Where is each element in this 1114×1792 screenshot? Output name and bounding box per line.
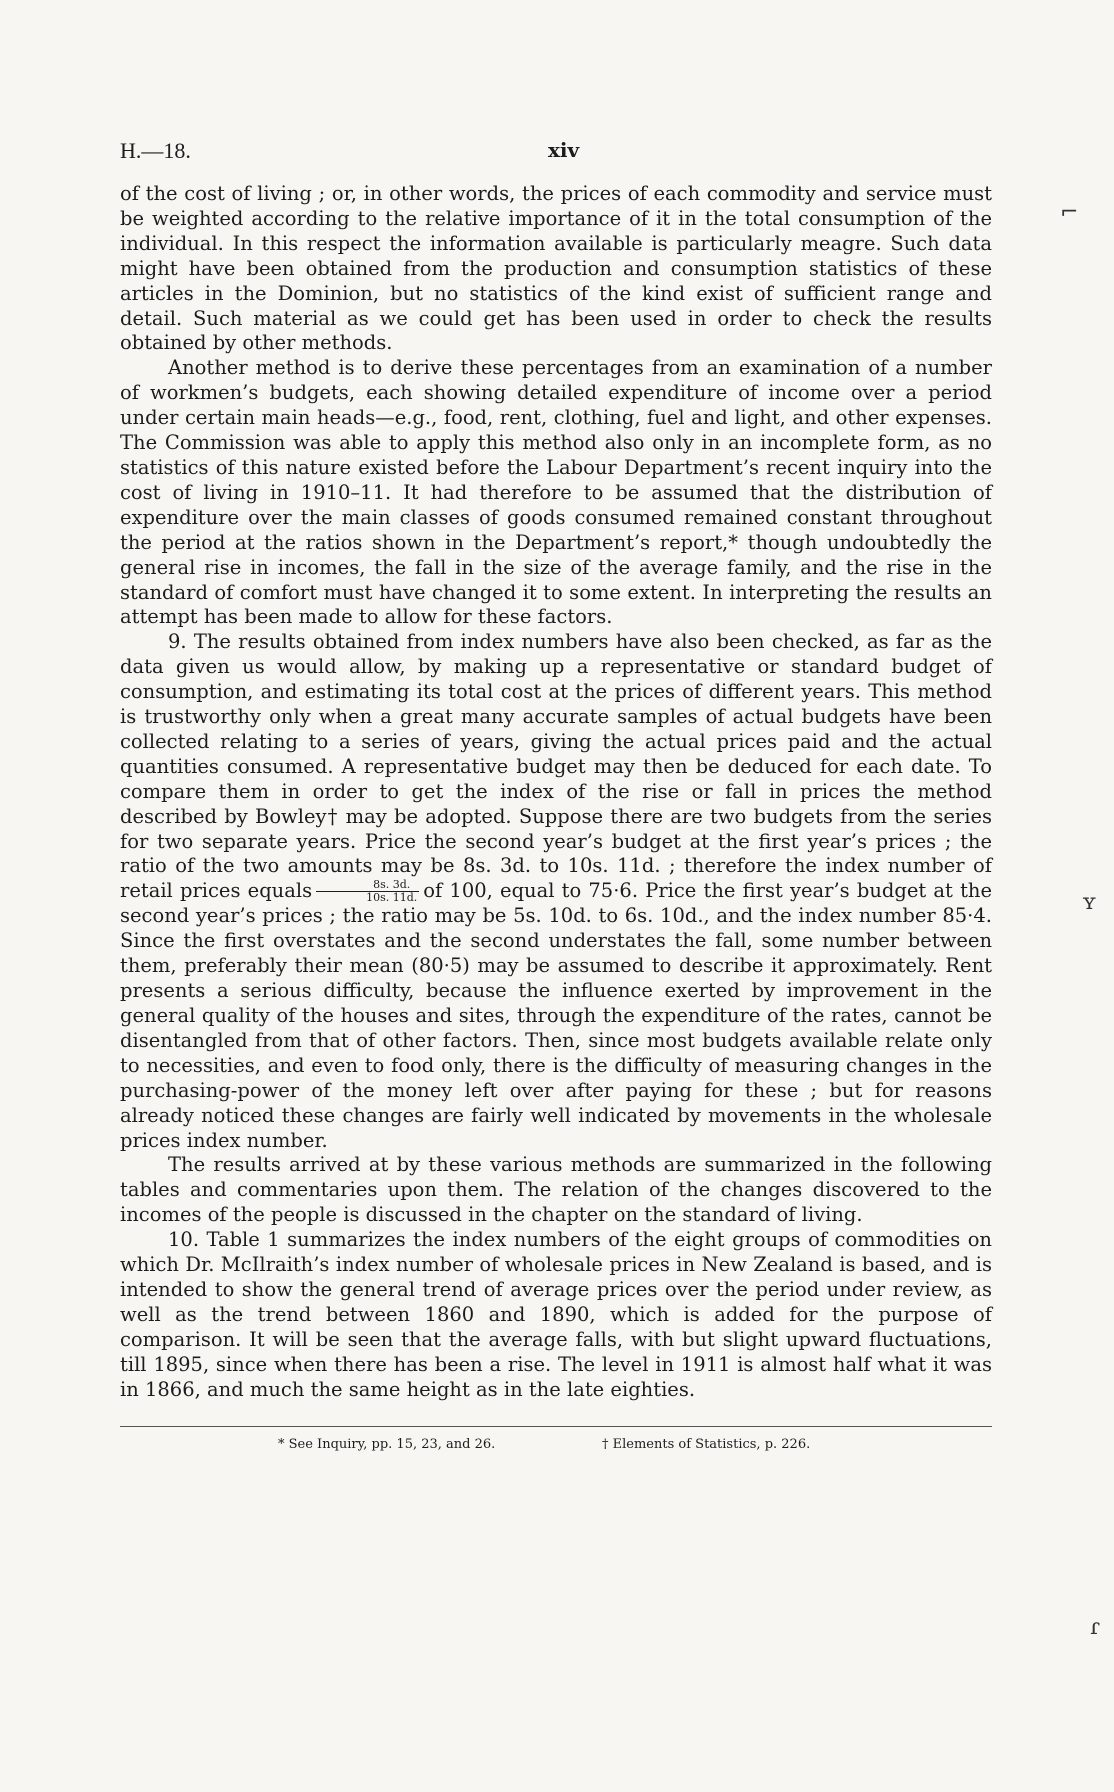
footnotes: [120, 1437, 992, 1457]
page-header: [120, 138, 992, 168]
footnote-1: * See Inquiry, pp. 15, 23, and 26.: [278, 1437, 496, 1452]
footnote-2: † Elements of Statistics, p. 226.: [602, 1437, 811, 1452]
paragraph-5: 10. Table 1 summarizes the index numbers of the eight groups of commodities on which Dr. McIlraith’s index number of wholesale prices in New Zealand is based, and is intended to show the general trend of average prices over the period under review, as well as the trend between 1860 and 1890, which is added for the purpose of comparison. It will be seen that the average falls, with but slight upward fluctuations, till 1895, since when there has been a rise. The level in 1911 is almost half what it was in 1866, and much the same height as in the late eighties.: [120, 1228, 992, 1401]
fraction-denominator: 10s. 11d.: [366, 891, 418, 905]
margin-mark-icon: ʏ: [1082, 890, 1097, 915]
page-number: xiv: [548, 138, 580, 162]
footnote-divider: [120, 1426, 992, 1427]
fraction: [316, 879, 419, 904]
paragraph-3: [120, 630, 992, 1153]
paragraph-4: The results arrived at by these various methods are summarized in the following tables and commentaries upon them. The relation of the changes discovered to the incomes of the people is discussed in the chapter on the standard of living.: [120, 1153, 992, 1227]
document-reference: H.—18.: [120, 138, 191, 163]
margin-mark-icon: ⌐: [1060, 200, 1079, 225]
fraction-numerator: 8s. 3d.: [316, 879, 419, 892]
margin-mark-icon: ɾ: [1090, 1615, 1100, 1640]
paragraph-1: of the cost of living ; or, in other words, the prices of each commodity and service must be weighted according to the relative importance of it in the total consumption of the individual. In this respect the information available is particularly meagre. Such data might have been obtained from the production and consumption statistics of these articles in the Dominion, but no statistics of the kind exist of sufficient range and detail. Such material as we could get has been used in order to check the results obtained by other methods.: [120, 182, 992, 355]
paragraph-3-continuation: of 100, equal to 75·6. Price the first year’s budget at the second year’s prices ; the ratio may be 5s. 10d. to 6s. 10d., and the index number 85·4. Since the first overstates and the second understates the fall, some number between them, preferably their mean (80·5) may be assumed to describe it approximately. Rent presents a serious difficulty, because the influence exerted by improvement in the general quality of the houses and sites, through the expenditure of the rates, cannot be disentangled from that of other factors. Then, since most budgets available relate only to necessities, and even to food only, there is the difficulty of measuring changes in the purchasing-power of the money left over after paying for these ; but for reasons already noticed these changes are fairly well indicated by movements in the wholesale prices index number.: [120, 879, 993, 1152]
body-text: [120, 182, 992, 1403]
paragraph-2: Another method is to derive these percentages from an examination of a number of workmen’s budgets, each showing detailed expenditure of income over a period under certain main heads—e.g., food, rent, clothing, fuel and light, and other expenses. The Commission was able to apply this method also only in an incomplete form, as no statistics of this nature existed before the Labour Department’s recent inquiry into the cost of living in 1910–11. It had therefore to be assumed that the distribution of expenditure over the main classes of goods consumed remained constant throughout the period at the ratios shown in the Department’s report,* though undoubtedly the general rise in incomes, the fall in the size of the average family, and the rise in the standard of comfort must have changed it to some extent. In interpreting the results an attempt has been made to allow for these factors.: [120, 356, 992, 629]
paragraph-3-text: 9. The results obtained from index numbers have also been checked, as far as the data given us would allow, by making up a representative or standard budget of consumption, and estimating its total cost at the prices of different years. This method is trustworthy only when a great many accurate samples of actual budgets have been collected relating to a series of years, giving the actual prices paid and the actual quantities consumed. A representative budget may then be deduced for each date. To compare them in order to get the index of the rise or fall in prices the method described by Bowley† may be adopted. Suppose there are two budgets from the series for two separate years. Price the second year’s budget at the first year’s prices ; the ratio of the two amounts may be 8s. 3d. to 10s. 11d. ; therefore the index number of retail prices equals: [120, 630, 992, 903]
